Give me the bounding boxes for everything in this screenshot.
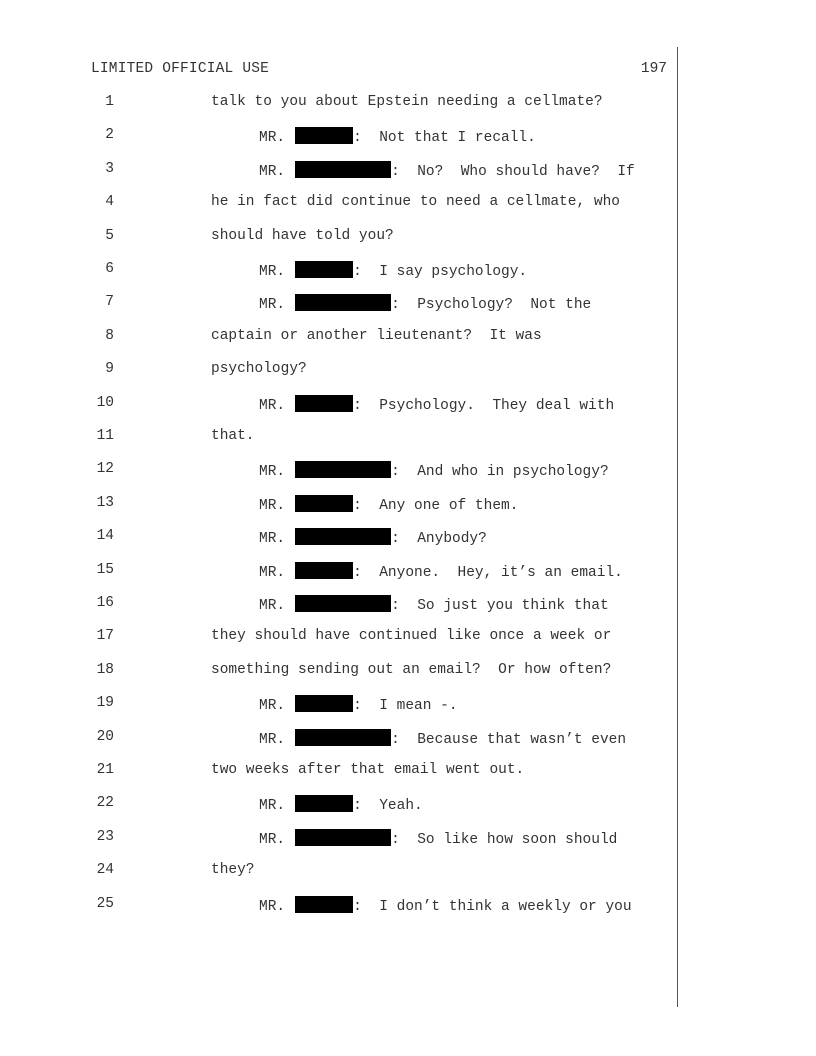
line-number: 6 xyxy=(105,261,114,277)
transcript-line xyxy=(0,328,816,348)
speaker-prefix: MR. xyxy=(259,898,286,915)
line-text xyxy=(211,328,542,344)
spoken-text: : And who in psychology? xyxy=(391,464,609,481)
line-text xyxy=(259,829,617,848)
redaction-block xyxy=(295,294,391,311)
line-text xyxy=(211,194,620,210)
transcript-line xyxy=(0,461,816,481)
speaker-prefix: MR. xyxy=(259,564,286,581)
line-number: 23 xyxy=(96,828,114,845)
spoken-text: they should have continued like once a week or xyxy=(211,628,612,645)
spoken-text: : Psychology. They deal with xyxy=(353,397,615,414)
line-text xyxy=(211,762,524,778)
transcript-line xyxy=(0,628,816,648)
transcript-line xyxy=(0,562,816,582)
line-text xyxy=(259,495,518,514)
transcript-line xyxy=(0,762,816,782)
spoken-text: something sending out an email? Or how often? xyxy=(211,661,612,678)
line-number: 22 xyxy=(96,795,114,812)
spoken-text: : Anybody? xyxy=(391,531,487,548)
line-number: 9 xyxy=(105,361,114,378)
spoken-text: captain or another lieutenant? It was xyxy=(211,327,542,344)
transcript-line xyxy=(0,361,816,381)
transcript-line xyxy=(0,194,816,214)
spoken-text: : So just you think that xyxy=(391,598,609,614)
spoken-text: : Because that wasn’t even xyxy=(391,731,627,748)
line-number: 19 xyxy=(96,695,114,712)
spoken-text: he in fact did continue to need a cellmate, who xyxy=(211,194,620,211)
redaction-block xyxy=(295,729,391,746)
spoken-text: : Any one of them. xyxy=(353,497,519,514)
spoken-text: : I mean -. xyxy=(353,698,458,715)
line-number: 8 xyxy=(105,327,114,344)
page-number: 197 xyxy=(640,61,667,77)
transcript-line xyxy=(0,261,816,281)
redaction-block xyxy=(295,896,353,913)
spoken-text: two weeks after that email went out. xyxy=(211,762,525,778)
redaction-block xyxy=(295,161,391,178)
line-text xyxy=(259,395,614,414)
spoken-text: : Anyone. Hey, it’s an email. xyxy=(353,564,623,581)
spoken-text: : Psychology? Not the xyxy=(391,297,592,314)
line-text xyxy=(259,729,626,748)
line-number: 18 xyxy=(96,661,114,678)
spoken-text: : No? Who should have? If xyxy=(391,163,635,180)
transcript-line xyxy=(0,395,816,415)
spoken-text: that. xyxy=(211,428,255,444)
line-number: 25 xyxy=(96,895,114,912)
spoken-text: talk to you about Epstein needing a cellmate? xyxy=(211,94,603,110)
spoken-text: they? xyxy=(211,862,255,879)
line-number: 2 xyxy=(105,127,114,144)
speaker-prefix: MR. xyxy=(259,497,286,514)
spoken-text: : I say psychology. xyxy=(353,264,528,280)
line-number: 21 xyxy=(96,762,114,778)
transcript-line xyxy=(0,127,816,147)
redaction-block xyxy=(295,795,353,812)
line-text xyxy=(211,361,307,377)
transcript-line xyxy=(0,495,816,515)
line-number: 5 xyxy=(105,227,114,244)
line-text xyxy=(259,294,591,313)
speaker-prefix: MR. xyxy=(259,264,286,280)
transcript-line xyxy=(0,795,816,815)
line-text xyxy=(211,662,611,678)
transcript-line xyxy=(0,161,816,181)
speaker-prefix: MR. xyxy=(259,698,286,715)
line-text xyxy=(211,228,394,244)
line-text xyxy=(259,161,635,180)
redaction-block xyxy=(295,528,391,545)
redaction-block xyxy=(295,495,353,512)
transcript-line xyxy=(0,528,816,548)
line-number: 1 xyxy=(105,94,114,110)
speaker-prefix: MR. xyxy=(259,130,286,147)
redaction-block xyxy=(295,461,391,478)
line-text xyxy=(259,127,536,146)
line-text xyxy=(259,595,609,614)
transcript-line xyxy=(0,595,816,615)
transcript-line xyxy=(0,829,816,849)
transcript-line xyxy=(0,428,816,448)
speaker-prefix: MR. xyxy=(259,598,286,614)
speaker-prefix: MR. xyxy=(259,297,286,314)
line-text xyxy=(259,461,609,480)
transcript-line xyxy=(0,695,816,715)
line-number: 24 xyxy=(96,862,114,879)
line-number: 17 xyxy=(96,628,114,645)
speaker-prefix: MR. xyxy=(259,464,286,481)
spoken-text: : I don’t think a weekly or you xyxy=(353,898,632,915)
speaker-prefix: MR. xyxy=(259,163,286,180)
transcript-line xyxy=(0,896,816,916)
line-text xyxy=(211,94,603,110)
line-text xyxy=(259,528,487,547)
line-number: 13 xyxy=(96,494,114,511)
line-number: 16 xyxy=(96,595,114,611)
transcript-line xyxy=(0,294,816,314)
line-text xyxy=(259,795,423,814)
redaction-block xyxy=(295,395,353,412)
spoken-text: psychology? xyxy=(211,361,307,378)
spoken-text: : So like how soon should xyxy=(391,831,618,848)
speaker-prefix: MR. xyxy=(259,831,286,848)
line-text xyxy=(259,695,458,714)
line-text xyxy=(211,862,255,878)
redaction-block xyxy=(295,695,353,712)
line-number: 14 xyxy=(96,528,114,545)
line-number: 10 xyxy=(96,394,114,411)
line-text xyxy=(211,628,611,644)
speaker-prefix: MR. xyxy=(259,731,286,748)
line-text xyxy=(259,261,527,280)
line-text xyxy=(211,428,255,444)
transcript-line xyxy=(0,729,816,749)
transcript-line xyxy=(0,862,816,882)
line-number: 3 xyxy=(105,160,114,177)
classification-header: LIMITED OFFICIAL USE xyxy=(91,61,270,77)
line-number: 15 xyxy=(96,561,114,578)
line-number: 7 xyxy=(105,294,114,311)
spoken-text: should have told you? xyxy=(211,227,394,244)
transcript-line xyxy=(0,228,816,248)
redaction-block xyxy=(295,261,353,278)
line-number: 11 xyxy=(96,428,114,444)
redaction-block xyxy=(295,562,353,579)
transcript-line xyxy=(0,94,816,114)
transcript-line xyxy=(0,662,816,682)
line-text xyxy=(259,562,623,581)
redaction-block xyxy=(295,595,391,612)
line-number: 4 xyxy=(105,194,114,211)
line-text xyxy=(259,896,632,915)
speaker-prefix: MR. xyxy=(259,798,286,815)
line-number: 20 xyxy=(96,728,114,745)
spoken-text: : Not that I recall. xyxy=(353,130,536,147)
spoken-text: : Yeah. xyxy=(353,798,423,815)
speaker-prefix: MR. xyxy=(259,397,286,414)
line-number: 12 xyxy=(96,461,114,478)
redaction-block xyxy=(295,127,353,144)
redaction-block xyxy=(295,829,391,846)
speaker-prefix: MR. xyxy=(259,531,286,548)
